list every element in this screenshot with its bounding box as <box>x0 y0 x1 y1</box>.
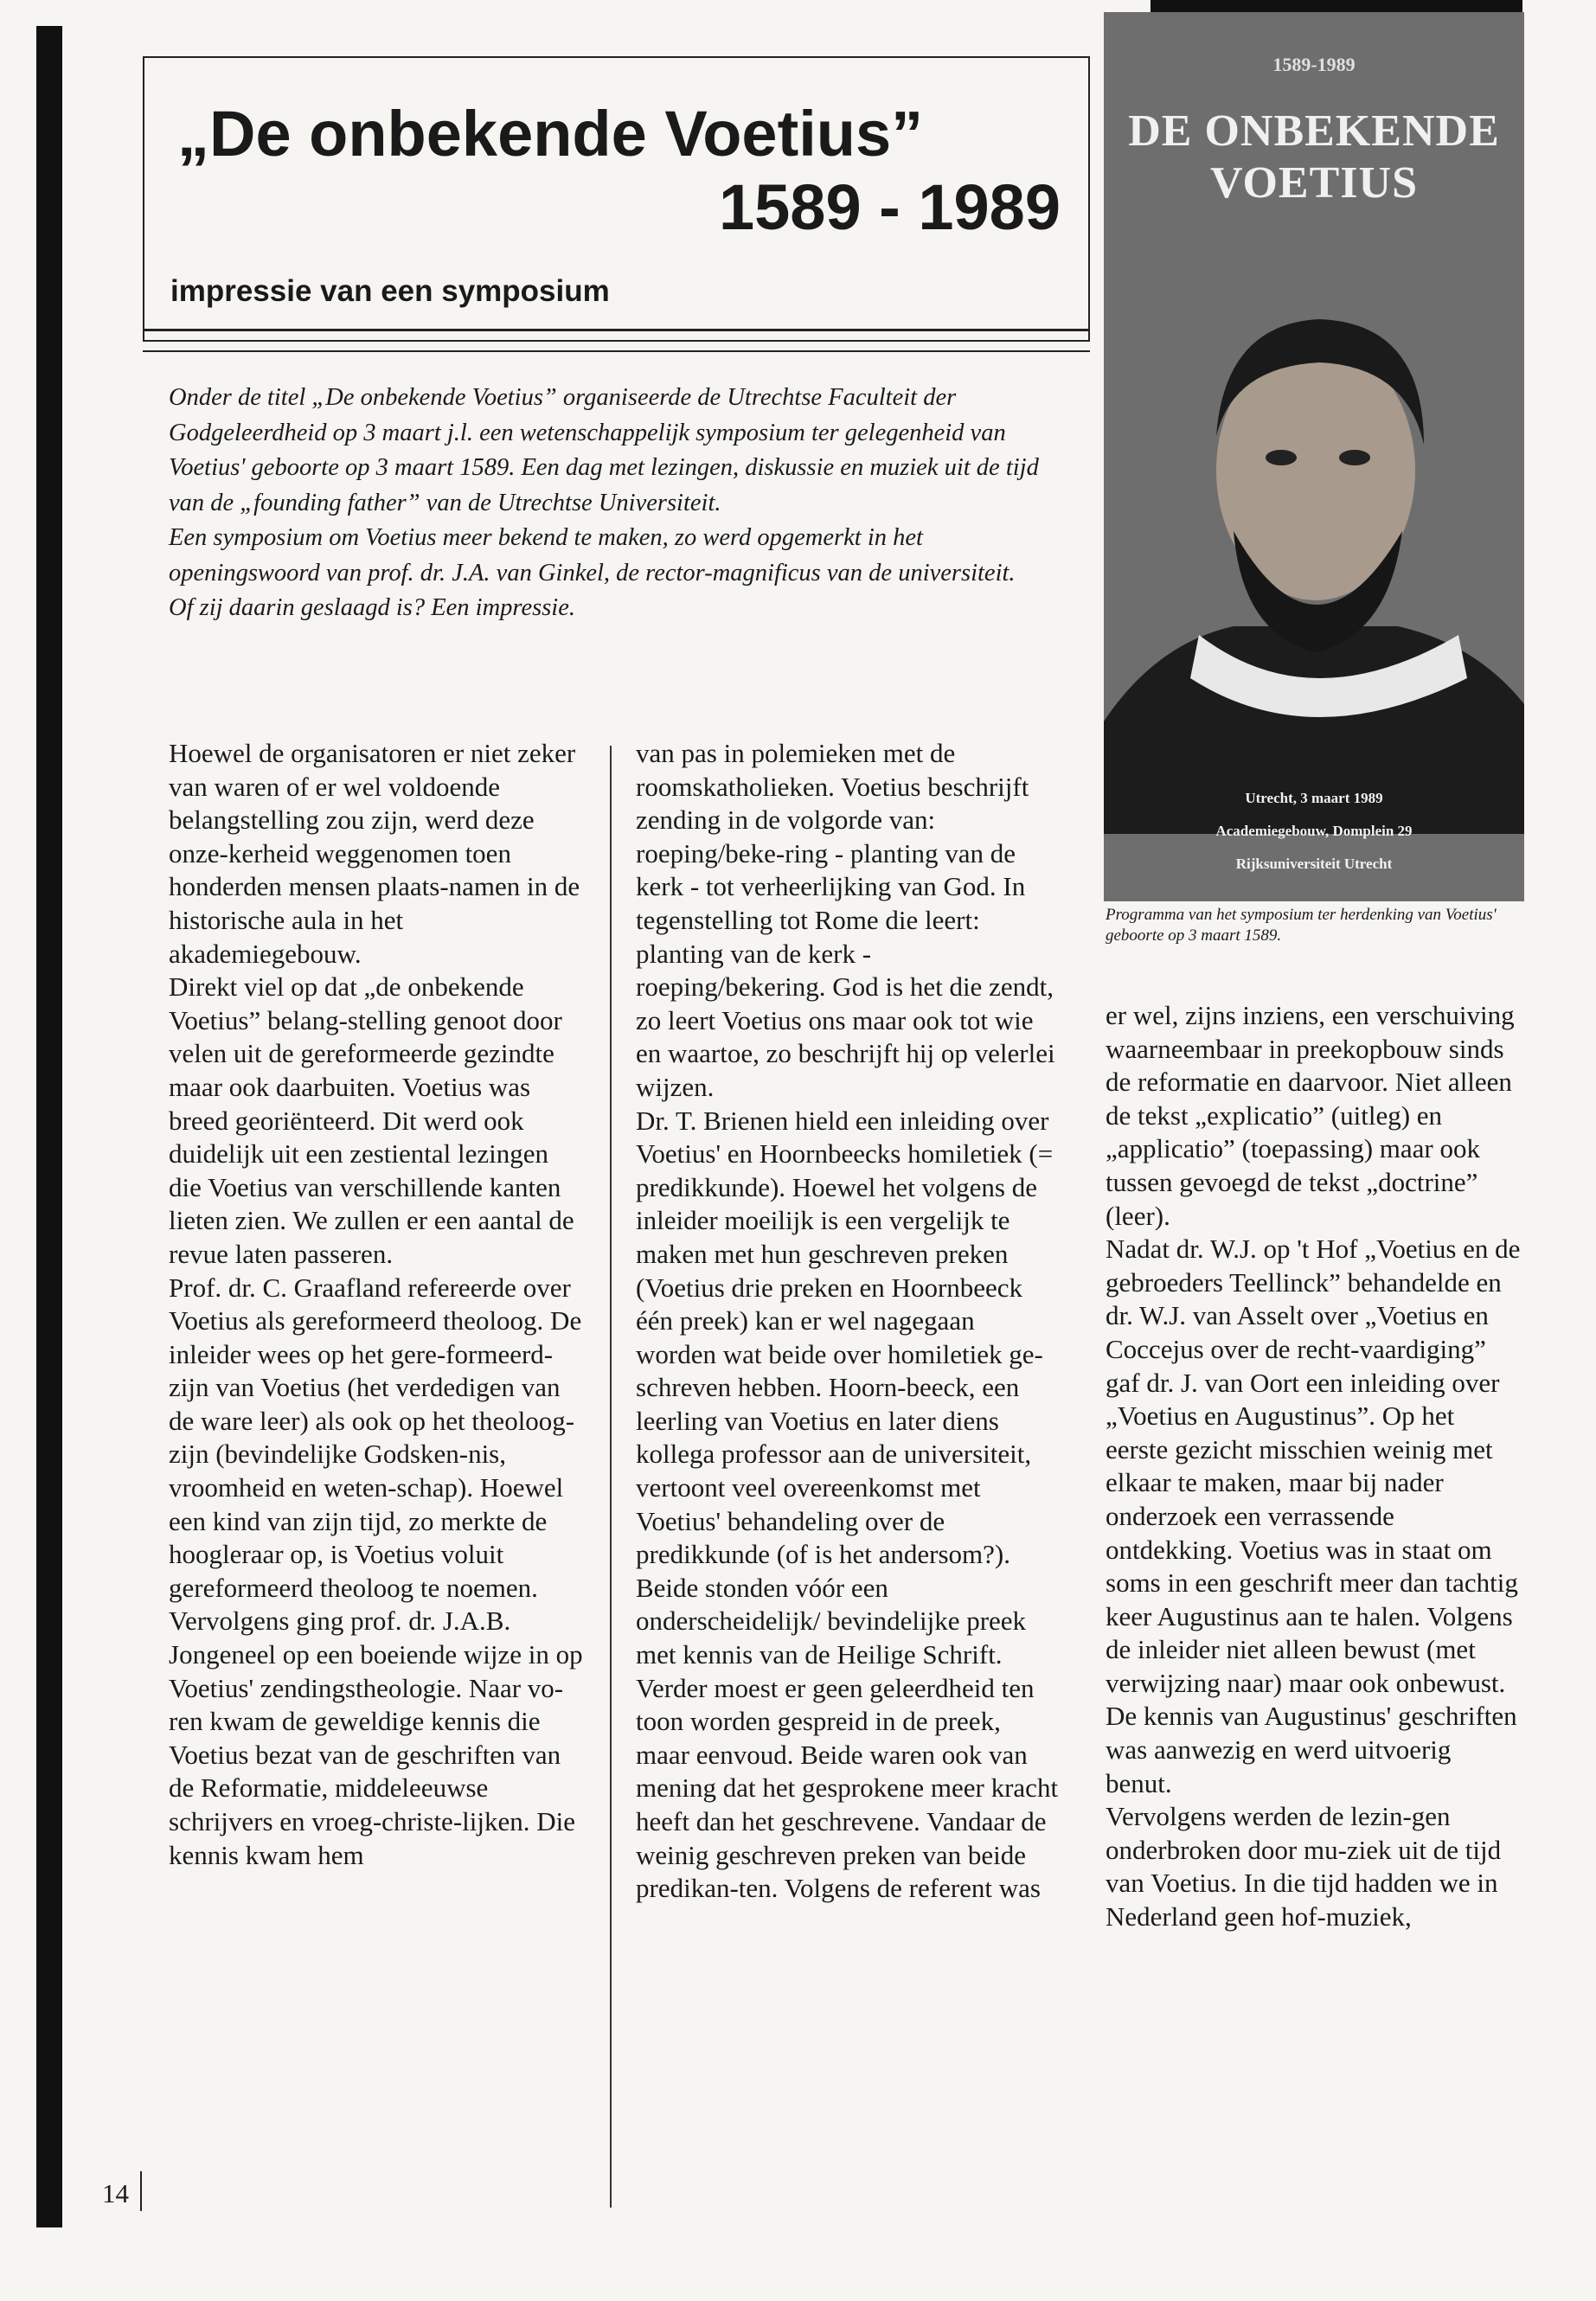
cover-line: Rijksuniversiteit Utrecht <box>1235 856 1393 872</box>
cover-line: Academiegebouw, Domplein 29 <box>1215 823 1413 839</box>
intro-paragraph: Een symposium om Voetius meer bekend te maken, zo werd opgemerkt in het openingswoord van prof. dr. J.A. van Ginkel, de rector-magnificus van de universiteit. Of zij daarin geslaagd is? Een impressie. <box>169 524 1016 621</box>
scan-border-top <box>1151 0 1522 12</box>
column-divider <box>610 746 612 2208</box>
page-number: 14 <box>102 2178 129 2208</box>
paragraph: Nadat dr. W.J. op 't Hof „Voetius en de gebroeders Teellinck” behandelde en dr. W.J. van Asselt over „Voetius en Coccejus over de recht-vaardiging” gaf dr. J. van Oort een inleiding over „Voetius en Augustinus”. Op het eerste gezicht misschien weinig met elkaar te maken, maar bij nader onderzoek een verrassende ontdekking. Voetius was in staat om soms in een geschrift meer dan tachtig keer Augustinus aan te halen. Volgens de inleider niet alleen bewust (met verwijzing naar) maar ook onbewust. De kennis van Augustinus' geschriften was aanwezig en werd uitvoerig benut. <box>1106 1234 1521 1798</box>
cover-line: Utrecht, 3 maart 1989 <box>1245 790 1383 806</box>
portrait-illustration <box>1104 272 1524 834</box>
cover-event-info <box>1104 782 1524 881</box>
title-box <box>143 56 1090 342</box>
paragraph: Hoewel de organisatoren er niet zeker van waren of er wel voldoende belangstelling zou zijn, werd deze onze-kerheid weggenomen toen honderden mensen plaats-namen in de historische aula in het akademiegebouw. <box>169 738 580 969</box>
cover-title <box>1104 106 1524 209</box>
page-number-rule <box>140 2171 142 2211</box>
title-rule <box>143 329 1090 331</box>
intro-lead <box>169 381 1042 626</box>
cover-title-line: VOETIUS <box>1209 158 1419 208</box>
intro-paragraph: Onder de titel „De onbekende Voetius” organiseerde de Utrechtse Faculteit der Godgeleerdheid op 3 maart j.l. een wetenschappelijk symposium ter gelegenheid van Voetius' geboorte op 3 maart 1589. Een dag met lezingen, diskussie en muziek uit de tijd van de „founding father” van de Utrechtse Universiteit. <box>169 384 1039 516</box>
cover-title-line: DE ONBEKENDE <box>1128 106 1500 156</box>
program-cover-image <box>1104 12 1524 901</box>
paragraph: Dr. T. Brienen hield een inleiding over Voetius' en Hoornbeecks homiletiek (= predikkunde). Hoewel het volgens de inleider moeilijk is een vergelijk te maken met hun geschreven preken (Voetius drie preken en Hoornbeeck één preek) kan er wel nagegaan worden wat beide over homiletiek ge-schreven hebben. Hoorn-beeck, een leerling van Voetius en later diens kollega professor aan de universiteit, vertoont veel overeenkomst met Voetius' behandeling over de predikkunde (of is het andersom?). Beide stonden vóór een onderscheidelijk/ bevindelijke preek met kennis van de Heilige Schrift. Verder moest er geen geleerdheid ten toon worden gespreid in de preek, maar eenvoud. Beide waren ook van mening dat het gesprokene meer kracht heeft dan het geschrevene. Vandaar de weinig geschreven preken van beide predikan-ten. Volgens de referent was <box>636 1105 1059 1904</box>
paragraph: Direkt viel op dat „de onbekende Voetius” belang-stelling genoot door velen uit de gereformeerde gezindte maar ook daarbuiten. Voetius was breed georiënteerd. Dit werd ook duidelijk uit een zestiental lezingen die Voetius van verschillende kanten lieten zien. We zullen er een aantal de revue laten passeren. <box>169 971 574 1269</box>
paragraph: Prof. dr. C. Graafland refereerde over Voetius als gereformeerd theoloog. De inleider wees op het gere-formeerd-zijn van Voetius (het verdedigen van de ware leer) als ook op het theoloog-zijn (bevindelijke Godsken-nis, vroomheid en weten-schap). Hoewel een kind van zijn tijd, zo merkte de hoogleraar op, is Voetius voluit gereformeerd theoloog te noemen. <box>169 1272 582 1603</box>
paragraph: Vervolgens ging prof. dr. J.A.B. Jongeneel op een boeiende wijze in op Voetius' zendingstheologie. Naar vo-ren kwam de geweldige kennis die Voetius bezat van de geschriften van de Reformatie, middeleeuwse schrijvers en vroeg-christe-lijken. Die kennis kwam hem <box>169 1606 583 1870</box>
title-rule-thin <box>143 350 1090 352</box>
article-subtitle: impressie van een symposium <box>170 274 610 308</box>
text-column-1 <box>169 737 584 1872</box>
image-caption: Programma van het symposium ter herdenking van Voetius' geboorte op 3 maart 1589. <box>1106 906 1497 945</box>
paragraph: er wel, zijns inziens, een verschuiving waarneembaar in preekopbouw sinds de reformatie en daarvoor. Niet alleen de tekst „explicatio” (uitleg) en „applicatio” (toepassing) maar ook tussen gevoegd de tekst „doctrine” (leer). <box>1106 1000 1515 1231</box>
article-title: „De onbekende Voetius” <box>177 98 924 170</box>
paragraph: van pas in polemieken met de roomskatholieken. Voetius beschrijft zending in de volgorde van: roeping/beke-ring - planting van de kerk - tot verheerlijking van God. In tegenstelling tot Rome die leert: planting van de kerk - roeping/bekering. God is het die zendt, zo leert Voetius ons maar ook tot wie en waartoe, zo beschrijft hij op velerlei wijzen. <box>636 738 1055 1102</box>
paragraph: Vervolgens werden de lezin-gen onderbroken door mu-ziek uit de tijd van Voetius. In die tijd hadden we in Nederland geen hof-muziek, <box>1106 1801 1502 1932</box>
text-column-3 <box>1106 999 1521 1934</box>
scan-border-left <box>36 26 62 2227</box>
text-column-2 <box>636 737 1060 1906</box>
article-title-years: 1589 - 1989 <box>718 171 1061 243</box>
cover-years: 1589-1989 <box>1272 54 1356 75</box>
